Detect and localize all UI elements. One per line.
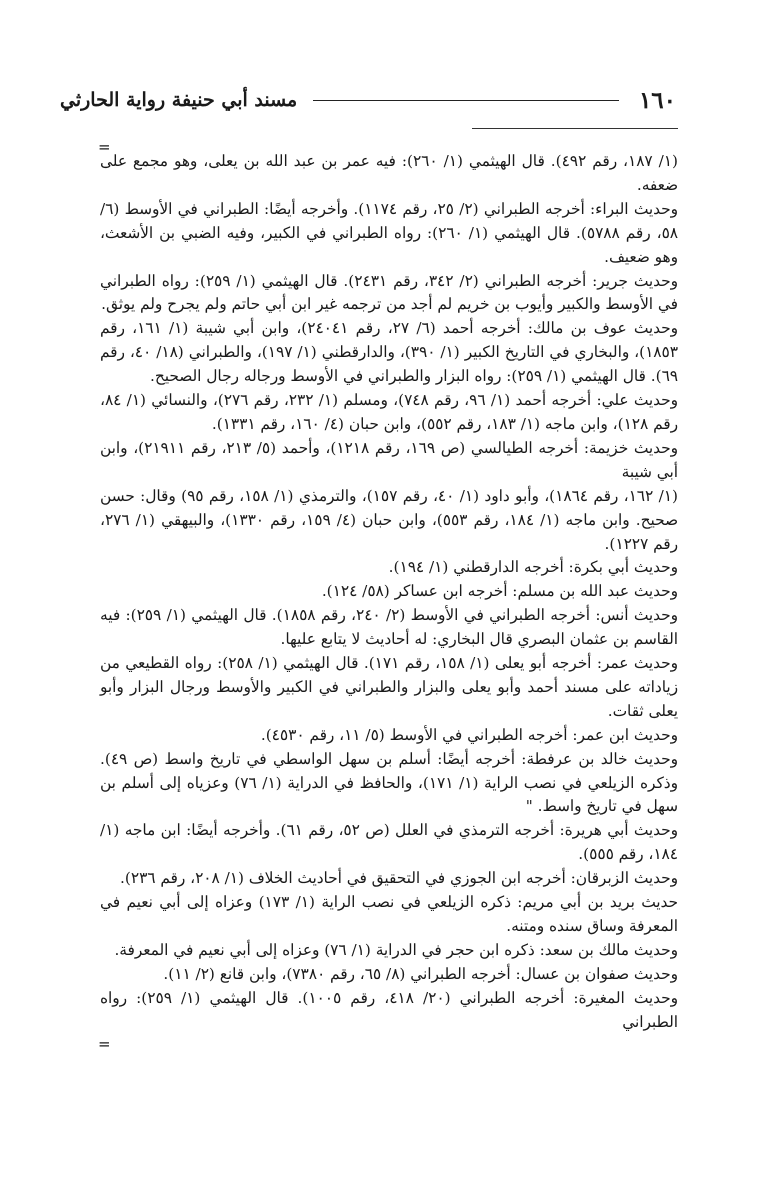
footnote-paragraph: وحديث صفوان بن عسال: أخرجه الطبراني (٨/ ٦٥، رقم ٧٣٨٠)، وابن قانع (٢/ ١١).: [163, 964, 678, 983]
footnote-paragraph: وحديث أنس: أخرجه الطبراني في الأوسط (٢/ ٢٤٠، رقم ١٨٥٨). قال الهيثمي (١/ ٢٥٩): فيه القاسم بن عثمان البصري قال البخاري: له أحاديث لا يتابع عليها.: [100, 606, 678, 649]
footnote-paragraph: وحديث علي: أخرجه أحمد (١/ ٩٦، رقم ٧٤٨)، ومسلم (١/ ٢٣٢، رقم ٢٧٦)، والنسائي (١/ ٨٤، رقم ١٢٨)، وابن ماجه (١/ ١٨٣، رقم ٥٥٢)، وابن حبان (٤/ ١٦٠، رقم ١٣٣١).: [100, 391, 678, 433]
book-title: مسند أبي حنيفة رواية الحارثي: [60, 89, 298, 111]
footnote-paragraph: (١/ ١٨٧، رقم ٤٩٢). قال الهيثمي (١/ ٢٦٠): فيه عمر بن عبد الله بن يعلى، وهو مجمع على ضعفه.: [100, 152, 678, 194]
footnote-paragraph: حديث بريد بن أبي مريم: ذكره الزيلعي في نصب الراية (١/ ١٧٣) وعزاه إلى أبي نعيم في المعرفة وساق سنده ومتنه.: [100, 893, 678, 935]
footnote-paragraph: وحديث المغيرة: أخرجه الطبراني (٢٠/ ٤١٨، رقم ١٠٠٥). قال الهيثمي (١/ ٢٥٩): رواه الطبراني: [100, 988, 678, 1031]
continuation-mark-top: =: [98, 138, 111, 156]
footnote-paragraph: وحديث عمر: أخرجه أبو يعلى (١/ ١٥٨، رقم ١٧١). قال الهيثمي (١/ ٢٥٨): رواه القطيعي من زياداته على مسند أحمد وأبو يعلى والبزار والطبراني في الكبير والأوسط ورجال البزار وأبو يعلى ثقات.: [100, 654, 678, 720]
footnote-separator: [472, 128, 678, 129]
footnote-paragraph: وحديث الزبرقان: أخرجه ابن الجوزي في التحقيق في أحاديث الخلاف (١/ ٢٠٨، رقم ٢٣٦).: [120, 869, 678, 888]
footnote-paragraph: وحديث عبد الله بن مسلم: أخرجه ابن عساكر (٥٨/ ١٢٤).: [321, 582, 678, 601]
footnote-paragraph: وحديث ابن عمر: أخرجه الطبراني في الأوسط (٥/ ١١، رقم ٤٥٣٠).: [260, 725, 678, 744]
footnote-paragraph: وحديث أبي هريرة: أخرجه الترمذي في العلل (ص ٥٢، رقم ٦١). وأخرجه أيضًا: ابن ماجه (١/ ١٨٤، رقم ٥٥٥).: [100, 821, 678, 864]
footnote-paragraph: وحديث البراء: أخرجه الطبراني (٢/ ٢٥، رقم ١١٧٤). وأخرجه أيضًا: الطبراني في الأوسط (٦/ ٥٨، رقم ٥٧٨٨). قال الهيثمي (١/ ٢٦٠): رواه الطبراني في الكبير، وفيه الضبي بن الأشعث، وهو ضعيف.: [100, 199, 679, 266]
footnote-paragraph: وحديث جرير: أخرجه الطبراني (٢/ ٣٤٢، رقم ٢٤٣١). قال الهيثمي (١/ ٢٥٩): رواه الطبراني في الأوسط والكبير وأيوب بن خريم لم أجد من ترجمه غير ابن أبي حاتم ولم يجرح ولم يوثق.: [100, 271, 678, 314]
footnote-paragraph: وحديث خالد بن عرفطة: أخرجه أيضًا: أسلم بن سهل الواسطي في تاريخ واسط (ص ٤٩). وذكره الزيلعي في نصب الراية (١/ ١٧١)، والحافظ في الدراية (١/ ٧٦) وعزياه إلى أسلم بن سهل في تاريخ واسط. ": [100, 749, 678, 816]
footnote-paragraph: وحديث أبي بكرة: أخرجه الدارقطني (١/ ١٩٤).: [388, 558, 678, 577]
continuation-mark-bottom: =: [98, 1035, 111, 1053]
footnote-paragraph: وحديث عوف بن مالك: أخرجه أحمد (٦/ ٢٧، رقم ٢٤٠٤١)، وابن أبي شيبة (١/ ١٦١، رقم ١٨٥٣)، والبخاري في التاريخ الكبير (١/ ٣٩٠)، والدارقطني (١/ ١٩٧)، والطبراني (١٨/ ٤٠، رقم ٦٩). قال الهيثمي (١/ ٢٥٩): رواه البزار والطبراني في الأوسط ورجاله رجال الصحيح.: [100, 319, 678, 386]
footnotes-body: [100, 150, 678, 1035]
footnote-paragraph: وحديث خزيمة: أخرجه الطيالسي (ص ١٦٩، رقم ١٢١٨)، وأحمد (٥/ ٢١٣، رقم ٢١٩١١)، وابن أبي شيبة: [100, 438, 678, 481]
header-rule: [313, 100, 619, 101]
page-number: ١٦٠: [638, 86, 676, 114]
footnote-paragraph: وحديث مالك بن سعد: ذكره ابن حجر في الدراية (١/ ٧٦) وعزاه إلى أبي نعيم في المعرفة.: [114, 940, 678, 959]
footnote-paragraph: (١/ ١٦٢، رقم ١٨٦٤)، وأبو داود (١/ ٤٠، رقم ١٥٧)، والترمذي (١/ ١٥٨، رقم ٩٥) وقال: حسن صحيح. وابن ماجه (١/ ١٨٤، رقم ٥٥٣)، وابن حبان (٤/ ١٥٩، رقم ١٣٣٠)، والبيهقي (١/ ٢٧٦، رقم ١٢٢٧).: [100, 486, 678, 553]
running-header: [60, 84, 676, 116]
